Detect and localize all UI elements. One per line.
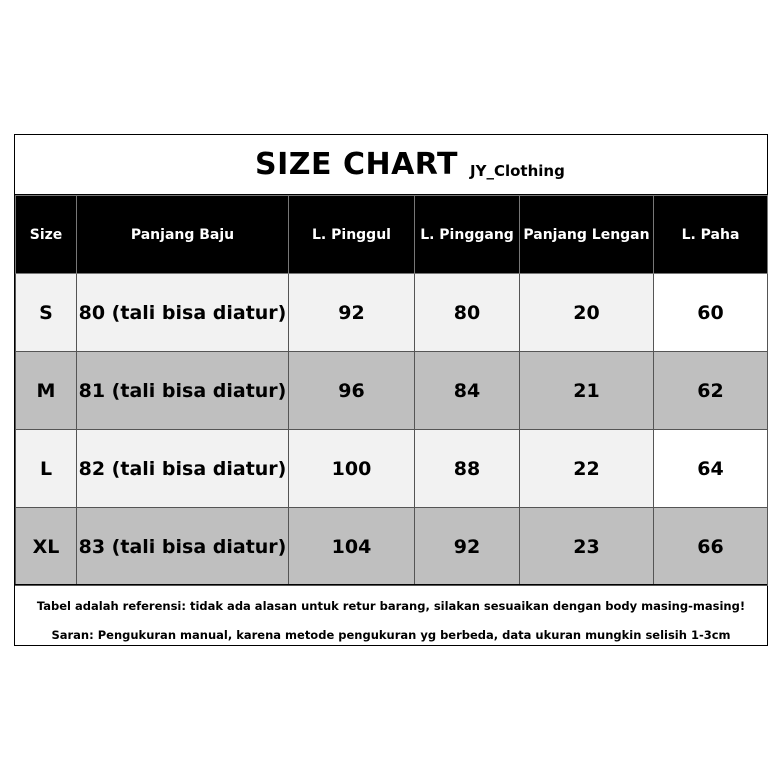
table-row [16, 274, 768, 352]
cell-l-pinggul: 104 [289, 508, 415, 586]
cell-panjang-lengan: 23 [520, 508, 654, 586]
cell-l-paha: 64 [654, 430, 768, 508]
table-row [16, 430, 768, 508]
cell-l-pinggang: 84 [415, 352, 520, 430]
cell-panjang-baju: 82 (tali bisa diatur) [77, 430, 289, 508]
cell-size: L [16, 430, 77, 508]
cell-panjang-lengan: 21 [520, 352, 654, 430]
header-panjang-baju: Panjang Baju [77, 196, 289, 274]
table-row [16, 508, 768, 586]
title-bar [15, 135, 767, 195]
cell-panjang-baju: 83 (tali bisa diatur) [77, 508, 289, 586]
cell-panjang-baju: 80 (tali bisa diatur) [77, 274, 289, 352]
cell-l-pinggang: 80 [415, 274, 520, 352]
cell-l-pinggang: 88 [415, 430, 520, 508]
note-suggestion: Saran: Pengukuran manual, karena metode pengukuran yg berbeda, data ukuran mungkin selisih 1-3cm [51, 628, 731, 642]
note-disclaimer: Tabel adalah referensi: tidak ada alasan untuk retur barang, silakan sesuaikan dengan body masing-masing! [36, 599, 746, 613]
cell-l-paha: 62 [654, 352, 768, 430]
cell-l-paha: 60 [654, 274, 768, 352]
table-row [16, 352, 768, 430]
header-row [16, 196, 768, 274]
cell-l-pinggang: 92 [415, 508, 520, 586]
cell-panjang-lengan: 20 [520, 274, 654, 352]
size-chart [14, 134, 768, 646]
size-table [15, 195, 768, 586]
cell-l-pinggul: 92 [289, 274, 415, 352]
cell-panjang-baju: 81 (tali bisa diatur) [77, 352, 289, 430]
cell-l-pinggul: 96 [289, 352, 415, 430]
cell-size: S [16, 274, 77, 352]
header-l-paha: L. Paha [654, 196, 768, 274]
cell-l-paha: 66 [654, 508, 768, 586]
brand-name: JY_Clothing [470, 162, 565, 180]
cell-size: XL [16, 508, 77, 586]
cell-panjang-lengan: 22 [520, 430, 654, 508]
header-size: Size [16, 196, 77, 274]
chart-title: SIZE CHART [255, 147, 459, 182]
header-panjang-lengan: Panjang Lengan [520, 196, 654, 274]
cell-l-pinggul: 100 [289, 430, 415, 508]
notes-section [15, 584, 767, 645]
header-l-pinggang: L. Pinggang [415, 196, 520, 274]
cell-size: M [16, 352, 77, 430]
header-l-pinggul: L. Pinggul [289, 196, 415, 274]
